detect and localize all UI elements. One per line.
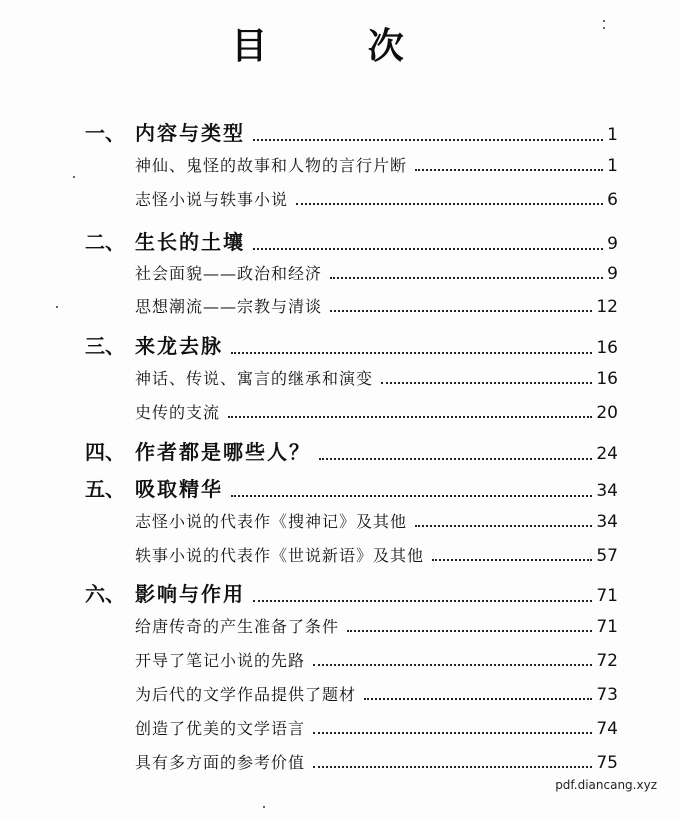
page-number: 34 bbox=[596, 512, 618, 532]
page-number: 9 bbox=[607, 264, 618, 284]
entry-title: 志怪小说与轶事小说 bbox=[135, 190, 289, 209]
toc-entry[interactable] bbox=[135, 716, 618, 739]
chapter-title: 作者都是哪些人？ bbox=[135, 440, 311, 464]
page-number: 71 bbox=[596, 586, 618, 606]
dot-leader bbox=[296, 203, 603, 205]
dot-leader bbox=[231, 495, 592, 497]
entry-title: 思想潮流——宗教与清谈 bbox=[135, 297, 323, 316]
dot-leader bbox=[319, 458, 592, 460]
dot-leader bbox=[364, 698, 592, 700]
toc-chapter-3[interactable] bbox=[85, 330, 618, 359]
dot-leader bbox=[231, 352, 592, 354]
toc-entry[interactable] bbox=[135, 400, 618, 423]
dot-leader bbox=[432, 559, 592, 561]
entry-title: 为后代的文学作品提供了题材 bbox=[135, 685, 357, 704]
entry-title: 史传的支流 bbox=[135, 403, 221, 422]
page-number: 20 bbox=[596, 403, 618, 423]
toc-entry[interactable] bbox=[135, 648, 618, 671]
toc-entry[interactable] bbox=[135, 750, 618, 773]
page-number: 71 bbox=[596, 617, 618, 637]
dot-leader bbox=[381, 382, 592, 384]
dot-leader bbox=[313, 664, 592, 666]
toc-entry[interactable] bbox=[135, 294, 618, 317]
chapter-title: 吸取精华 bbox=[135, 477, 223, 501]
page-number: 24 bbox=[596, 444, 618, 464]
toc-chapter-4[interactable] bbox=[85, 436, 618, 465]
chapter-title: 来龙去脉 bbox=[135, 334, 223, 358]
entry-title: 创造了优美的文学语言 bbox=[135, 719, 306, 738]
dot-leader bbox=[253, 248, 603, 250]
page-number: 12 bbox=[596, 297, 618, 317]
entry-title: 神话、传说、寓言的继承和演变 bbox=[135, 369, 374, 388]
toc-entry[interactable] bbox=[135, 187, 618, 210]
toc-entry[interactable] bbox=[135, 682, 618, 705]
toc-entry[interactable] bbox=[135, 153, 618, 176]
dot-leader bbox=[313, 732, 592, 734]
page-number: 1 bbox=[607, 125, 618, 145]
chapter-title: 影响与作用 bbox=[135, 582, 245, 606]
footer-watermark: pdf.diancang.xyz bbox=[555, 778, 657, 792]
page-number: 1 bbox=[607, 156, 618, 176]
toc-entry[interactable] bbox=[135, 509, 618, 532]
toc-chapter-5[interactable] bbox=[85, 473, 618, 502]
entry-title: 志怪小说的代表作《搜神记》及其他 bbox=[135, 512, 408, 531]
page-number: 16 bbox=[596, 369, 618, 389]
toc-entry[interactable] bbox=[135, 543, 618, 566]
page-number: 72 bbox=[596, 651, 618, 671]
dot-leader bbox=[415, 169, 603, 171]
page-number: 73 bbox=[596, 685, 618, 705]
toc-chapter-2[interactable] bbox=[85, 226, 618, 255]
page-title: 目 次 bbox=[231, 25, 448, 67]
page-number: 9 bbox=[607, 234, 618, 254]
page-number: 16 bbox=[596, 338, 618, 358]
page-number: 34 bbox=[596, 481, 618, 501]
toc-entry[interactable] bbox=[135, 261, 618, 284]
toc-chapter-1[interactable] bbox=[85, 117, 618, 146]
entry-title: 社会面貌——政治和经济 bbox=[135, 264, 323, 283]
dot-leader bbox=[347, 630, 592, 632]
chapter-number: 四、 bbox=[85, 440, 125, 464]
page-number: 57 bbox=[596, 546, 618, 566]
entry-title: 轶事小说的代表作《世说新语》及其他 bbox=[135, 546, 425, 565]
dot-leader bbox=[253, 600, 592, 602]
toc-entry[interactable] bbox=[135, 614, 618, 637]
page-number: 74 bbox=[596, 719, 618, 739]
chapter-number: 六、 bbox=[85, 582, 125, 606]
entry-title: 具有多方面的参考价值 bbox=[135, 753, 306, 772]
scan-speck bbox=[73, 176, 75, 178]
toc-chapter-6[interactable] bbox=[85, 578, 618, 607]
dot-leader bbox=[313, 766, 592, 768]
entry-title: 给唐传奇的产生准备了条件 bbox=[135, 617, 340, 636]
scan-speck bbox=[56, 306, 58, 308]
scan-speck bbox=[603, 20, 605, 22]
toc-entry[interactable] bbox=[135, 366, 618, 389]
chapter-number: 五、 bbox=[85, 477, 125, 501]
scan-speck bbox=[603, 27, 605, 29]
chapter-number: 二、 bbox=[85, 230, 125, 254]
chapter-title: 内容与类型 bbox=[135, 121, 245, 145]
page-number: 6 bbox=[607, 190, 618, 210]
chapter-number: 一、 bbox=[85, 121, 125, 145]
entry-title: 开导了笔记小说的先路 bbox=[135, 651, 306, 670]
page-number: 75 bbox=[596, 753, 618, 773]
chapter-number: 三、 bbox=[85, 334, 125, 358]
dot-leader bbox=[330, 277, 603, 279]
dot-leader bbox=[228, 416, 592, 418]
scan-speck bbox=[263, 806, 265, 808]
chapter-title: 生长的土壤 bbox=[135, 230, 245, 254]
entry-title: 神仙、鬼怪的故事和人物的言行片断 bbox=[135, 156, 408, 175]
dot-leader bbox=[253, 139, 603, 141]
dot-leader bbox=[330, 310, 592, 312]
dot-leader bbox=[415, 525, 592, 527]
